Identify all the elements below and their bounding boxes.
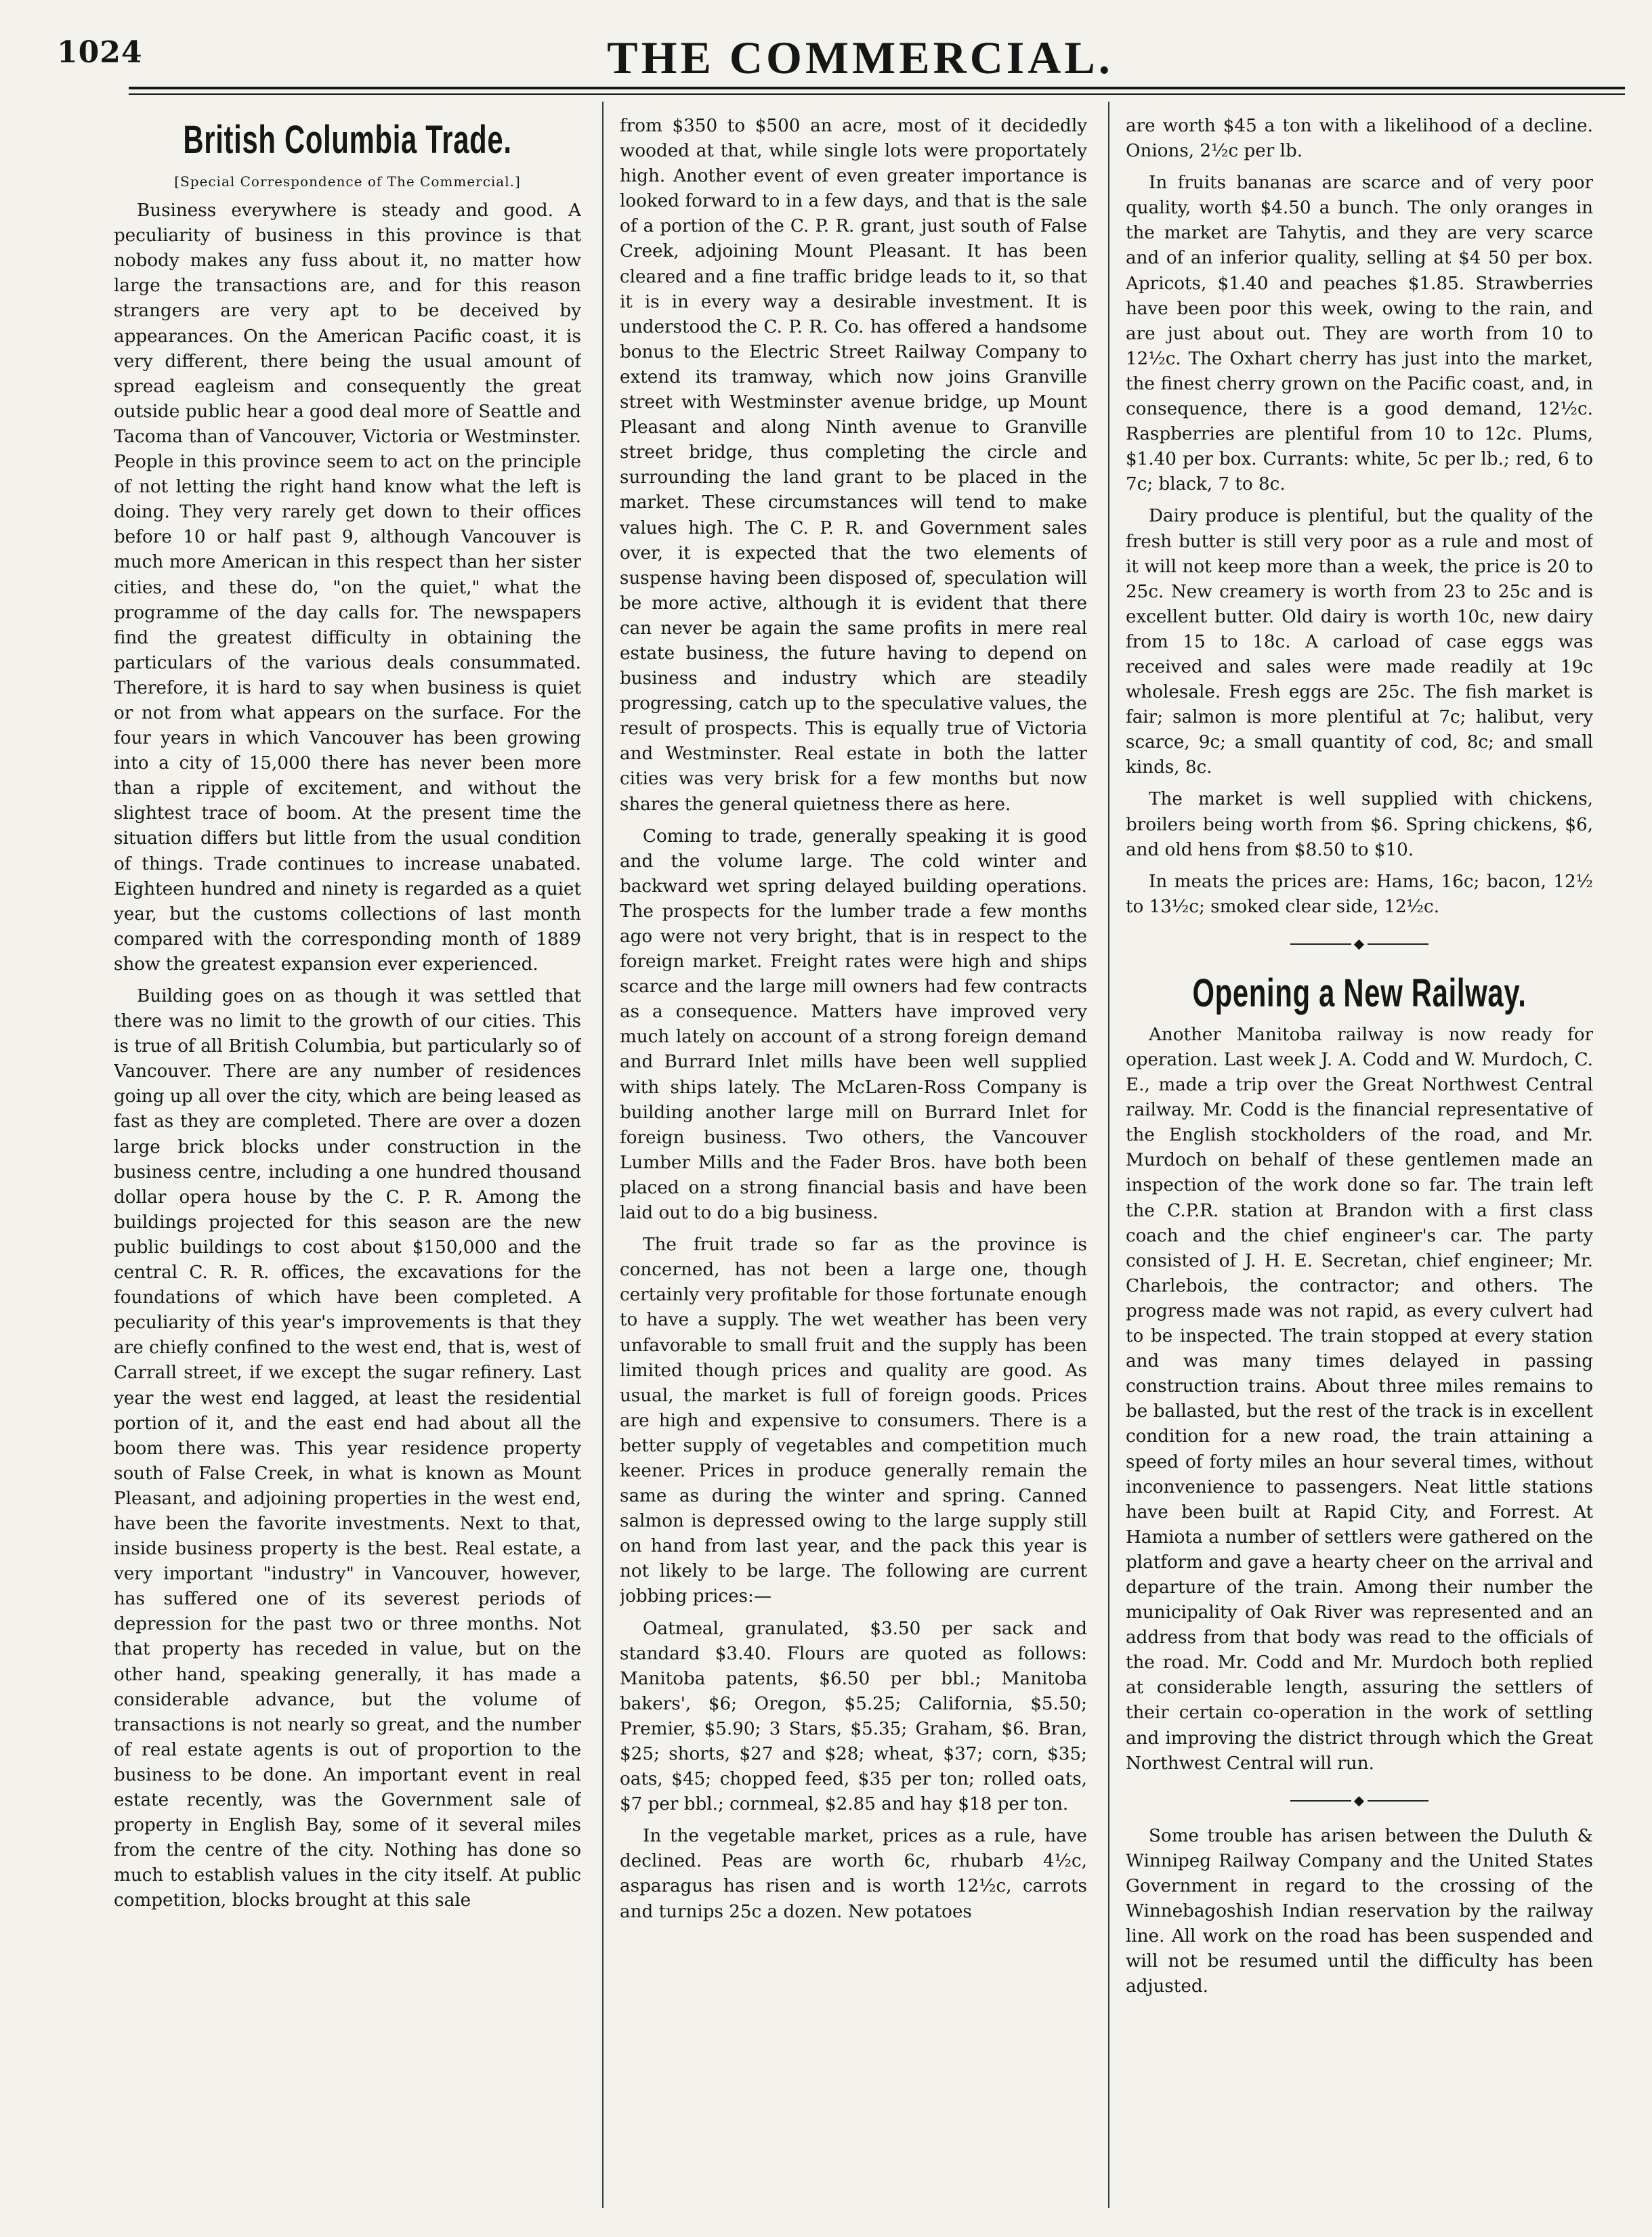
header-rule [129,87,1625,89]
article-paragraph: Coming to trade, generally speaking it is good and the volume large. The cold winter and backward wet spring delayed building operations. The prospects for the lumber trade a few months ago were not very bright, that is in respect to the foreign market. Freight rates were high and ships scarce and the large mill owners had few contracts as a consequence. Matters have improved very much lately on account of a strong foreign demand and Burrard Inlet mills have been well supplied with ships lately. The McLaren-Ross Company is building another large mill on Burrard Inlet for foreign business. Two others, the Vancouver Lumber Mills and the Fader Bros. have both been placed on a strong financial basis and have been laid out to do a big business. [620,826,1087,1224]
article-paragraph: In fruits bananas are scarce and of very poor quality, worth $4.50 a bunch. The only oranges in the market are Tahytis, and they are very scarce and of an inferior quality, selling at $4 50 per box. Apricots, $1.40 and peaches $1.85. Strawberries have been poor this week, owing to the rain, and are just about out. They are worth from 10 to 12½c. The Oxhart cherry has just into the market, the finest cherry grown on the Pacific coast, and, in consequence, there is a good demand, 12½c. Raspberries are plentiful from 10 to 12c. Plums, $1.40 per box. Currants: white, 5c per lb.; red, 6 to 7c; black, 7 to 8c. [1126,173,1593,495]
column-2 [620,114,1087,2193]
header-rule-thin [129,93,1625,95]
page-number: 1024 [57,35,143,70]
article-paragraph: are worth $45 a ton with a likelihood of a decline. Onions, 2½c per lb. [1126,116,1593,162]
masthead: THE COMMERCIAL. [607,32,1114,83]
article-headline-british-columbia-trade: British Columbia Trade. [183,118,512,162]
column-3 [1126,114,1593,2193]
section-separator: ◆ [1126,933,1593,954]
article-paragraph: from $350 to $500 an acre, most of it decidedly wooded at that, while single lots were proportately high. Another event of even greater importance is looked forward to in a few days, and that is the sale of a portion of the C. P. R. grant, just south of False Creek, adjoining Mount Pleasant. It has been cleared and a fine traffic bridge leads to it, so that it is in every way a desirable investment. It is understood the C. P. R. Co. has offered a handsome bonus to the Electric Street Railway Company to extend its tramway, which now joins Granville street with Westminster avenue bridge, up Mount Pleasant and along Ninth avenue to Granville street bridge, thus completing the circle and surrounding the land grant to be placed in the market. These circumstances will tend to make values high. The C. P. R. and Government sales over, it is expected that the two elements of suspense having been disposed of, speculation will be more active, although it is evident that there can never be again the same profits in mere real estate business, the future having to depend on business and industry which are steadily progressing, catch up to the speculative values, the result of prospects. This is equally true of Victoria and Westminster. Real estate in both the latter cities was very brisk for a few months but now shares the general quietness there as here. [620,116,1087,815]
section-separator: ◆ [1126,1790,1593,1810]
article-paragraph: Building goes on as though it was settled that there was no limit to the growth of our cities. This is true of all British Columbia, but particularly so of Vancouver. There are any number of residences going up all over the city, which are being leased as fast as they are completed. There are over a dozen large brick blocks under construction in the business centre, including a one hundred thousand dollar opera house by the C. P. R. Among the buildings projected for this season are the new public buildings to cost about $150,000 and the central C. R. R. offices, the excavations for the foundations of which have been completed. A peculiarity of this year's improvements is that they are chiefly confined to the west end, that is, west of Carrall street, if we except the sugar refinery. Last year the west end lagged, at least the residential portion of it, and the east end had about all the boom there was. This year residence property south of False Creek, in what is known as Mount Pleasant, and adjoining properties in the west end, have been the favorite investments. Next to that, inside business property is the best. Real estate, a very important "industry" in Vancouver, however, has suffered one of its severest periods of depression for the past two or three months. Not that property has receded in value, but on the other hand, speaking generally, it has made a considerable advance, but the volume of transactions is not nearly so great, and the number of real estate agents is out of proportion to the business to be done. An important event in real estate recently, was the Government sale of property in English Bay, some of it several miles from the centre of the city. Nothing has done so much to establish values in the city itself. At public competition, blocks brought at this sale [114,986,581,1911]
article-paragraph: The market is well supplied with chickens, broilers being worth from $6. Spring chickens, $6, and old hens from $8.50 to $10. [1126,789,1593,860]
article-paragraph: Business everywhere is steady and good. A peculiarity of business in this province is that nobody makes any fuss about it, no matter how large the transactions are, and for this reason strangers are very apt to be deceived by appearances. On the American Pacific coast, it is very different, there being the usual amount of spread eagleism and consequently the great outside public hear a good deal more of Seattle and Tacoma than of Vancouver, Victoria or Westminster. People in this province seem to act on the principle of not letting the right hand know what the left is doing. They very rarely get down to their offices before 10 or half past 9, although Vancouver is much more American in this respect than her sister cities, and these do, "on the quiet," what the programme of the day calls for. The newspapers find the greatest difficulty in obtaining the particulars of the various deals consummated. Therefore, it is hard to say when business is quiet or not from what appears on the surface. For the four years in which Vancouver has been growing into a city of 15,000 there has never been more than a ripple of excitement, and without the slightest trace of boom. At the present time the situation differs but little from the usual condition of things. Trade continues to increase unabated. Eighteen hundred and ninety is regarded as a quiet year, but the customs collections of last month compared with the corresponding month of 1889 show the greatest expansion ever experienced. [114,200,581,975]
article-paragraph: Dairy produce is plentiful, but the quality of the fresh butter is still very poor as a rule and most of it will not keep more than a week, the price is 20 to 25c. New creamery is worth from 23 to 25c and is excellent butter. Old dairy is worth 10c, new dairy from 15 to 18c. A carload of case eggs was received and sales were made readily at 19c wholesale. Fresh eggs are 25c. The fish market is fair; salmon is more plentiful at 7c; halibut, very scarce, 9c; a small quantity of cod, 8c; and small kinds, 8c. [1126,506,1593,778]
article-paragraph: In the vegetable market, prices as a rule, have declined. Peas are worth 6c, rhubarb 4½c, asparagus has risen and is worth 12½c, carrots and turnips 25c a dozen. New potatoes [620,1826,1087,1922]
article-paragraph: The fruit trade so far as the province is concerned, has not been a large one, though certainly very profitable for those fortunate enough to have a supply. The wet weather has been very unfavorable to small fruit and the supply has been limited though prices and quality are good. As usual, the market is full of foreign goods. Prices are high and expensive to consumers. There is a better supply of vegetables and competition much keener. Prices in produce generally remain the same as during the winter and spring. Canned salmon is depressed owing to the large supply still on hand from last year, and the pack this year is not likely to be large. The following are current jobbing prices:— [620,1235,1087,1607]
column-divider [602,102,603,2208]
article-dateline: [Special Correspondence of The Commercial.] [174,173,521,190]
article-paragraph: In meats the prices are: Hams, 16c; bacon, 12½ to 13½c; smoked clear side, 12½c. [1126,871,1593,917]
column-divider [1108,102,1109,2208]
article-headline-opening-a-new-railway: Opening a New Railway. [1192,971,1527,1015]
article-paragraph: Another Manitoba railway is now ready for operation. Last week J. A. Codd and W. Murdoch, C. E., made a trip over the Great Northwest Central railway. Mr. Codd is the financial representative of the English stockholders of the road, and Mr. Murdoch on behalf of these gentlemen made an inspection of the work done so far. The train left the C.P.R. station at Brandon with a first class coach and the chief engineer's car. The party consisted of J. H. E. Secretan, chief engineer; Mr. Charlebois, the contractor; and others. The progress made was not rapid, as every culvert had to be inspected. The train stopped at every station and was many times delayed in passing construction trains. About three miles remains to be ballasted, but the rest of the track is in excellent condition for a new road, the train attaining a speed of forty miles an hour several times, without inconvenience to passengers. Neat little stations have been built at Rapid City, and Forrest. At Hamiota a number of settlers were gathered on the platform and gave a hearty cheer on the arrival and departure of the train. Among their number the municipality of Oak River was represented and an address from that body was read to the officials of the road. Mr. Codd and Mr. Murdoch both replied at considerable length, assuring the settlers of their certain co-operation in the work of settling and improving the district through which the Great Northwest Central will run. [1126,1024,1593,1774]
article-paragraph: Oatmeal, granulated, $3.50 per sack and standard $3.40. Flours are quoted as follows: Manitoba patents, $6.50 per bbl.; Manitoba bakers', $6; Oregon, $5.25; California, $5.50; Premier, $5.90; 3 Stars, $5.35; Graham, $6. Bran, $25; shorts, $27 and $28; wheat, $37; corn, $35; oats, $45; chopped feed, $35 per ton; rolled oats, $7 per bbl.; cornmeal, $2.85 and hay $18 per ton. [620,1618,1087,1815]
column-1 [114,114,581,2193]
article-paragraph: Some trouble has arisen between the Duluth & Winnipeg Railway Company and the United States Government in regard to the crossing of the Winnebagoshish Indian reservation by the railway line. All work on the road has been suspended and will not be resumed until the difficulty has been adjusted. [1126,1825,1593,1997]
